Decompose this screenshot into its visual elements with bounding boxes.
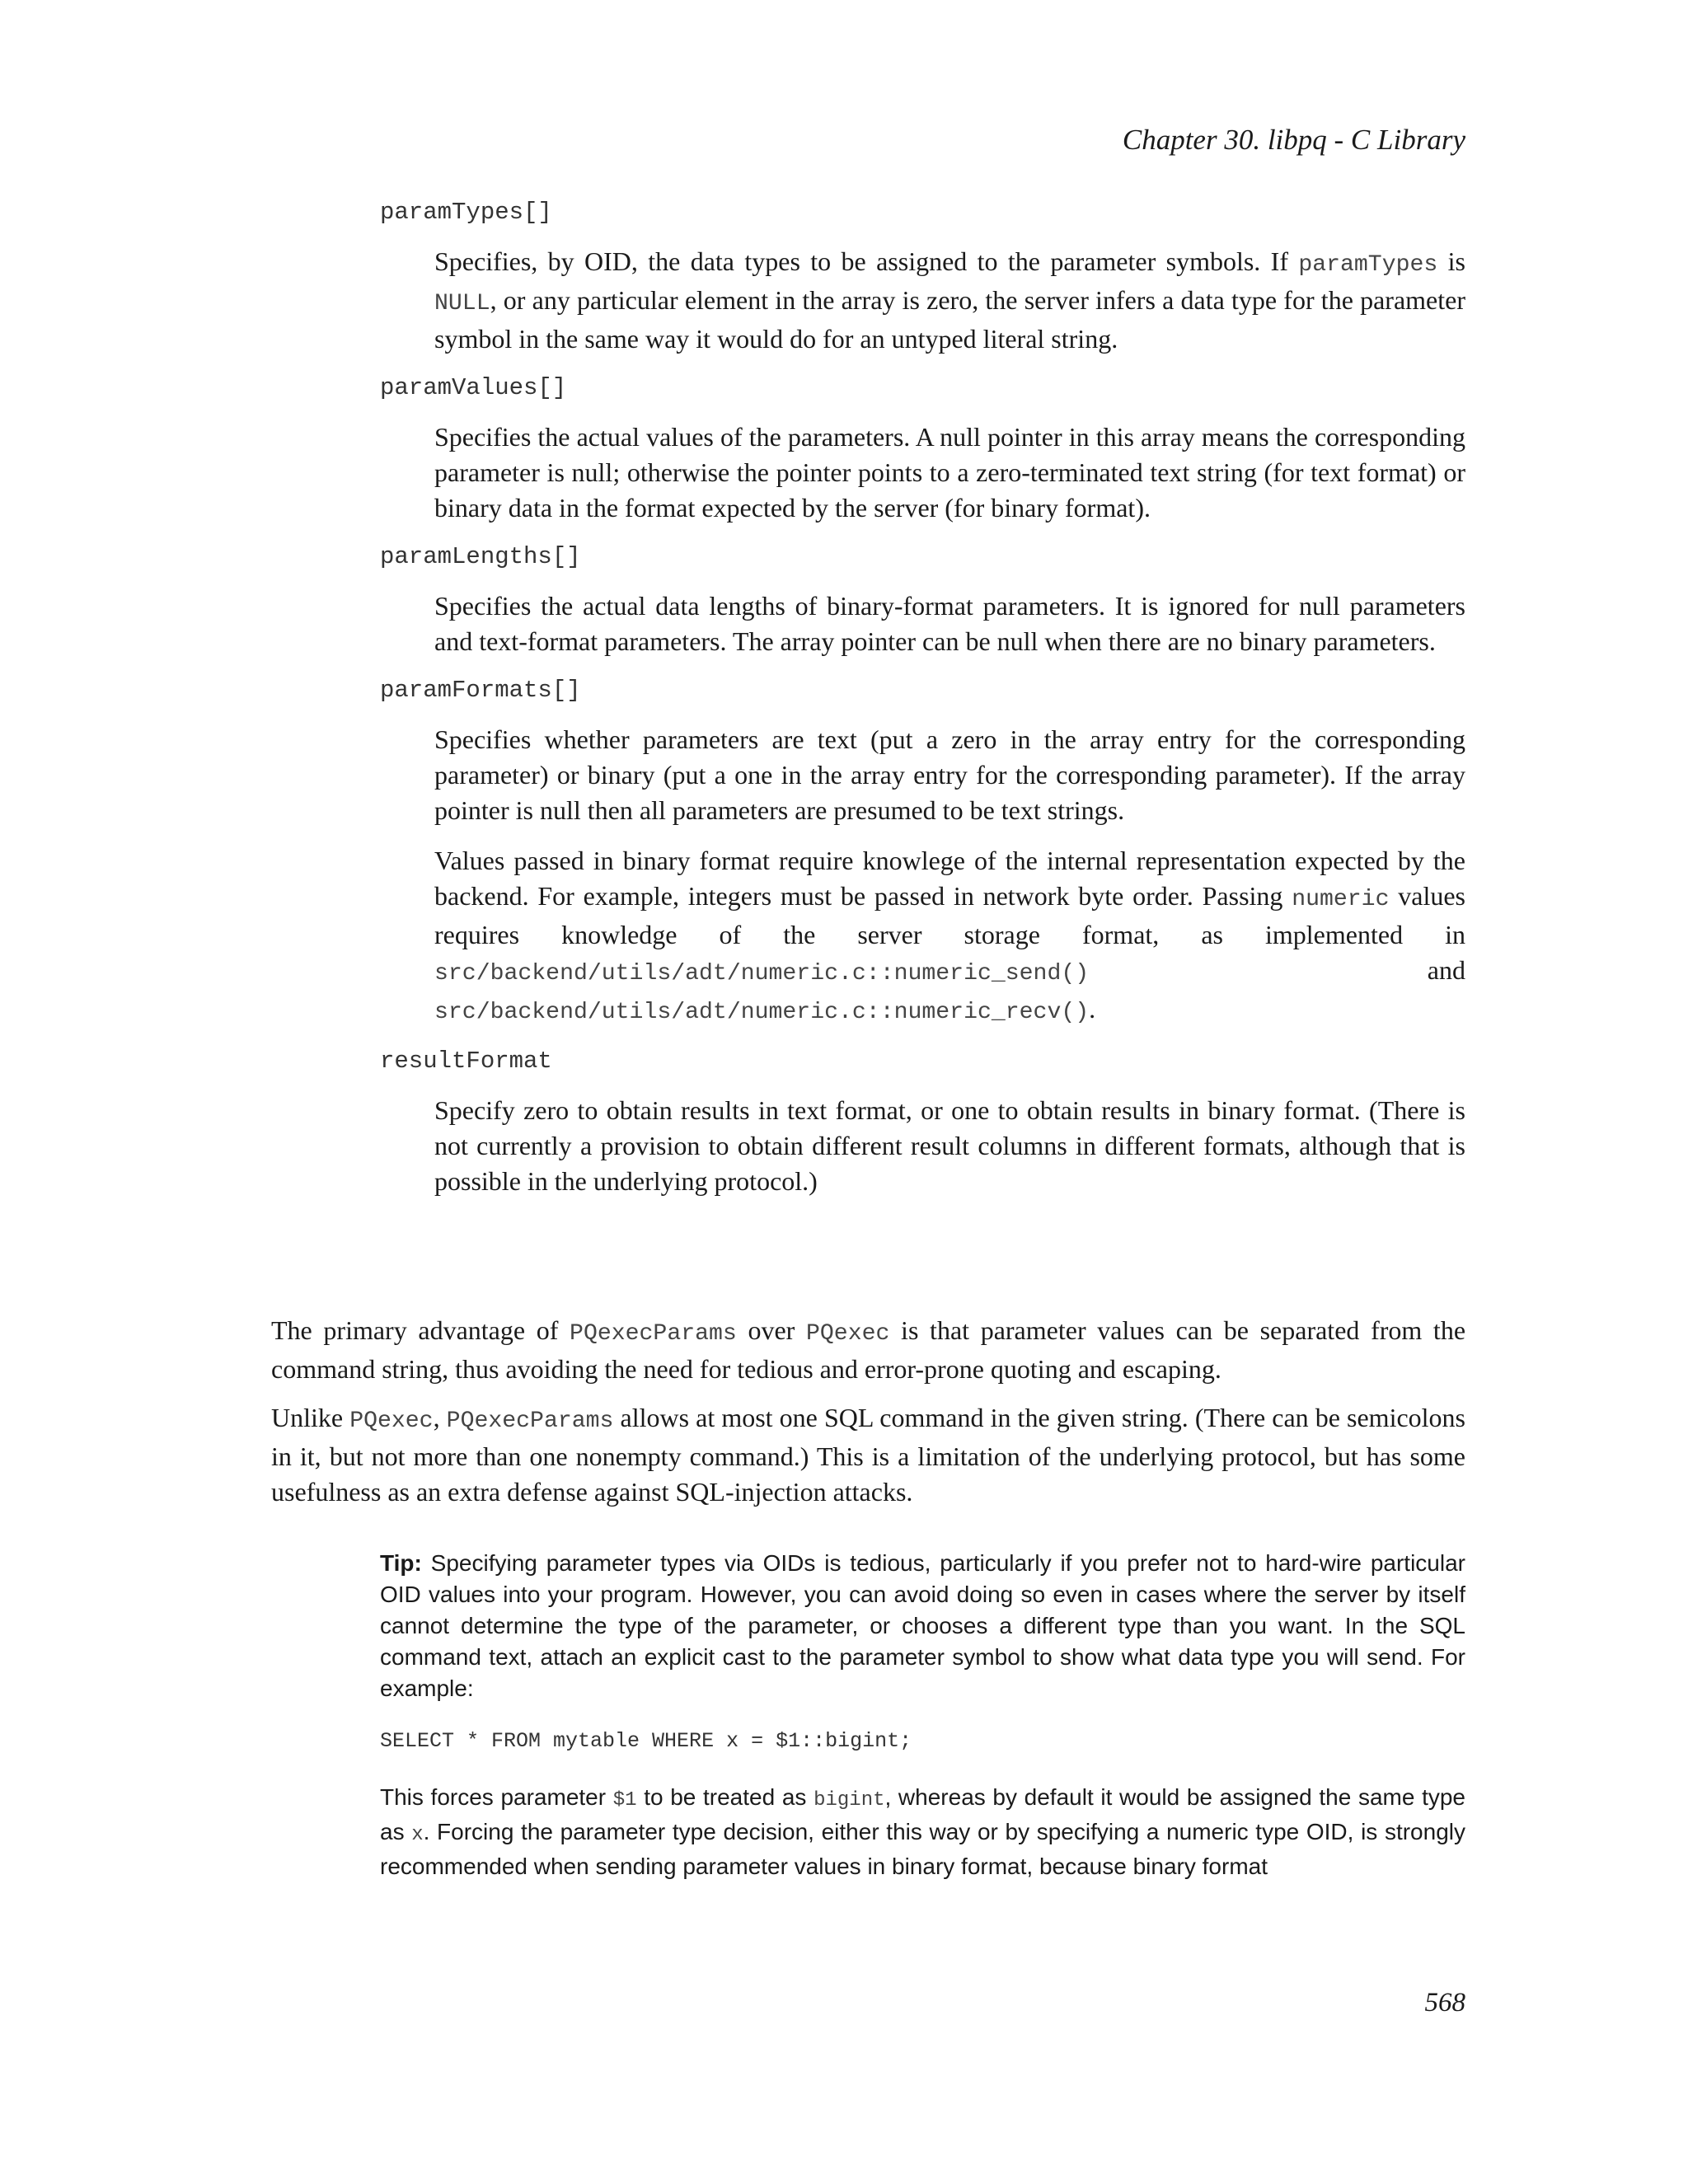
code-numeric: numeric bbox=[1292, 887, 1390, 912]
paragraph: Specifies the actual values of the parameters. A null pointer in this array means the corresponding parameter is null; otherwise the pointer points to a zero-terminated text string (for text format) or binary data in the format expected by the server (for binary format). bbox=[434, 422, 1465, 523]
tip-box bbox=[380, 1548, 1465, 1882]
term-resultformat: resultFormat bbox=[380, 1047, 552, 1075]
paragraph bbox=[434, 843, 1465, 1030]
text-run: Unlike bbox=[271, 1403, 350, 1432]
text-run: The primary advantage of bbox=[271, 1315, 570, 1345]
text-run: , bbox=[433, 1403, 447, 1432]
desc-paramlengths bbox=[434, 588, 1465, 659]
text-run: is that parameter values can be separated from the command string, thus avoiding the need for tedious and error-prone quoting and escaping. bbox=[271, 1315, 1466, 1384]
code-paramtypes: paramTypes bbox=[1298, 252, 1438, 278]
desc-paramformats bbox=[434, 722, 1465, 1030]
section-gap bbox=[326, 1214, 1465, 1313]
code-numeric-send: src/backend/utils/adt/numeric.c::numeric_send() bbox=[434, 961, 1090, 987]
term-paramvalues: paramValues[] bbox=[380, 374, 567, 401]
text-run: , whereas by default it would be assigned the same type as bbox=[380, 1784, 1466, 1844]
text-run: Specifying parameter types via OIDs is tedious, particularly if you prefer not to hard-wire particular OID values into your program. However, you can avoid doing so even in cases where the server by itself cannot determine the type of the parameter, or chooses a different type than you want. In the SQL command text, attach an explicit cast to the parameter symbol to show what data type you will send. For example: bbox=[380, 1550, 1465, 1701]
paragraph: Specifies the actual data lengths of binary-format parameters. It is ignored for null parameters and text-format parameters. The array pointer can be null when there are no binary parameters. bbox=[434, 591, 1465, 656]
text-run: This forces parameter bbox=[380, 1784, 613, 1810]
desc-resultformat bbox=[434, 1093, 1465, 1199]
code-pqexec: PQexec bbox=[806, 1321, 890, 1347]
text-run: , or any particular element in the array is zero, the server infers a data type for the parameter symbol in the same way it would do for an untyped literal string. bbox=[434, 285, 1465, 354]
page-content bbox=[271, 196, 1466, 1904]
text-run: . bbox=[1089, 994, 1096, 1024]
code-pqexecparams: PQexecParams bbox=[570, 1321, 737, 1347]
page-number: 568 bbox=[1424, 1988, 1465, 2018]
body-paragraph-1 bbox=[271, 1313, 1465, 1387]
code-example: SELECT * FROM mytable WHERE x = $1::bigint; bbox=[380, 1729, 912, 1753]
code-param-1: $1 bbox=[612, 1789, 637, 1811]
tip-label: Tip: bbox=[380, 1550, 422, 1576]
text-run: to be treated as bbox=[636, 1784, 814, 1810]
desc-paramvalues bbox=[434, 419, 1465, 526]
code-x: x bbox=[411, 1824, 424, 1846]
text-run: Specifies, by OID, the data types to be assigned to the parameter symbols. If bbox=[434, 246, 1299, 276]
code-numeric-recv: src/backend/utils/adt/numeric.c::numeric_recv() bbox=[434, 1000, 1090, 1025]
text-run: and bbox=[1089, 955, 1465, 985]
code-pqexecparams: PQexecParams bbox=[446, 1408, 614, 1434]
desc-paramtypes bbox=[434, 244, 1465, 357]
text-run: . Forcing the parameter type decision, either this way or by specifying a numeric type OID, is strongly recommended when sending parameter values in binary format, because binary format bbox=[380, 1819, 1465, 1879]
body-paragraph-2 bbox=[271, 1400, 1465, 1510]
tip-paragraph-1 bbox=[380, 1548, 1465, 1704]
tip-paragraph-2 bbox=[380, 1782, 1465, 1882]
running-header: Chapter 30. libpq - C Library bbox=[1122, 124, 1465, 156]
paragraph: Specify zero to obtain results in text format, or one to obtain results in binary format. (There is not currently a provision to obtain different result columns in different formats, although that is possible in the underlying protocol.) bbox=[434, 1095, 1465, 1196]
term-paramlengths: paramLengths[] bbox=[380, 543, 581, 570]
code-pqexec: PQexec bbox=[349, 1408, 434, 1434]
code-bigint: bigint bbox=[814, 1789, 885, 1811]
code-null: NULL bbox=[434, 291, 490, 316]
term-paramformats: paramFormats[] bbox=[380, 677, 581, 704]
text-run: over bbox=[736, 1315, 806, 1345]
term-paramtypes: paramTypes[] bbox=[380, 199, 552, 226]
paragraph: Specifies whether parameters are text (put a zero in the array entry for the corresponding parameter) or binary (put a one in the array entry for the corresponding parameter). If the array pointer is null then all parameters are presumed to be text strings. bbox=[434, 724, 1465, 825]
text-run: is bbox=[1437, 246, 1465, 276]
text-run: values requires knowledge of the server storage format, as implemented in bbox=[434, 881, 1466, 949]
text-run: Values passed in binary format require knowlege of the internal representation expected by the backend. For example, integers must be passed in network byte order. Passing bbox=[434, 846, 1465, 911]
paragraph bbox=[434, 244, 1465, 357]
text-run: allows at most one SQL command in the given string. (There can be semicolons in it, but not more than one nonempty command.) This is a limitation of the underlying protocol, but has some usefulness as an extra defense against SQL-injection attacks. bbox=[271, 1403, 1466, 1507]
